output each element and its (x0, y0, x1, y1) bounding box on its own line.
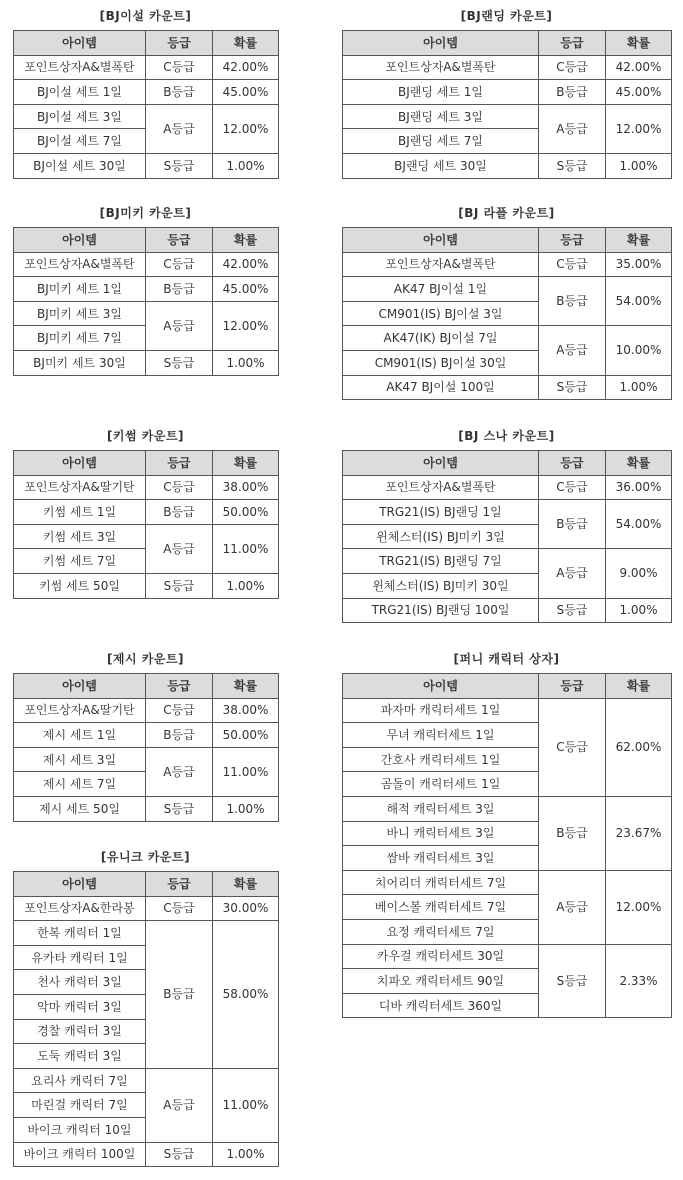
table-bj-rifle (342, 205, 671, 400)
probability-table (13, 673, 279, 822)
item-cell: 요리사 캐릭터 7일 (14, 1068, 146, 1093)
grade-cell: S등급 (146, 350, 213, 375)
grade-cell: S등급 (146, 153, 213, 178)
grade-cell: C등급 (146, 896, 213, 921)
item-cell: 마린걸 캐릭터 7일 (14, 1093, 146, 1118)
item-cell: 바이크 캐릭터 100일 (14, 1142, 146, 1167)
header-row (14, 872, 279, 897)
item-cell: 유카타 캐릭터 1일 (14, 945, 146, 970)
header-item: 아이템 (343, 228, 539, 253)
grade-cell: C등급 (146, 55, 213, 80)
header-grade: 등급 (539, 228, 606, 253)
grade-cell: A등급 (146, 1068, 213, 1142)
probability-cell: 36.00% (606, 475, 672, 500)
item-cell: 무녀 캐릭터세트 1일 (343, 723, 539, 748)
grade-cell: C등급 (539, 698, 606, 796)
probability-cell: 45.00% (606, 80, 672, 105)
header-row (343, 674, 672, 699)
grade-cell: A등급 (146, 301, 213, 350)
table-row (343, 153, 672, 178)
grade-cell: B등급 (146, 921, 213, 1069)
table-row (14, 153, 279, 178)
item-cell: CM901(IS) BJ이설 3일 (343, 301, 539, 326)
item-cell: 한복 캐릭터 1일 (14, 921, 146, 946)
table-title: [BJ이설 카운트] (99, 9, 192, 23)
grade-cell: S등급 (539, 153, 606, 178)
table-row (14, 723, 279, 748)
table-row (343, 698, 672, 723)
item-cell: 포인트상자A&별폭탄 (14, 55, 146, 80)
item-cell: 파자마 캐릭터세트 1일 (343, 698, 539, 723)
table-row (343, 500, 672, 525)
probability-cell: 45.00% (213, 277, 279, 302)
header-probability: 확률 (213, 228, 279, 253)
table-row (343, 104, 672, 129)
item-cell: 도둑 캐릭터 3일 (14, 1044, 146, 1069)
probability-table (13, 871, 279, 1167)
table-unique (13, 849, 278, 1167)
header-grade: 등급 (146, 31, 213, 56)
item-cell: 바이크 캐릭터 10일 (14, 1117, 146, 1142)
probability-cell: 12.00% (606, 104, 672, 153)
header-row (14, 31, 279, 56)
item-cell: 윈체스터(IS) BJ미키 30일 (343, 573, 539, 598)
item-cell: 해적 캐릭터세트 3일 (343, 796, 539, 821)
table-row (14, 277, 279, 302)
header-probability: 확률 (213, 451, 279, 476)
table-bj-landing (342, 8, 671, 179)
table-row (14, 1068, 279, 1093)
grade-cell: C등급 (539, 252, 606, 277)
item-cell: 치파오 캐릭터세트 90일 (343, 969, 539, 994)
header-probability: 확률 (213, 674, 279, 699)
table-row (14, 921, 279, 946)
grade-cell: B등급 (146, 80, 213, 105)
item-cell: 포인트상자A&별폭탄 (343, 55, 539, 80)
table-row (14, 80, 279, 105)
item-cell: TRG21(IS) BJ랜딩 1일 (343, 500, 539, 525)
probability-cell: 50.00% (213, 723, 279, 748)
item-cell: BJ랜딩 세트 7일 (343, 129, 539, 154)
table-title: [키썸 카운트] (106, 429, 185, 443)
probability-cell: 50.00% (213, 500, 279, 525)
header-item: 아이템 (14, 872, 146, 897)
grade-cell: C등급 (146, 475, 213, 500)
table-row (343, 870, 672, 895)
item-cell: 제시 세트 7일 (14, 772, 146, 797)
item-cell: 키썸 세트 1일 (14, 500, 146, 525)
item-cell: BJ랜딩 세트 3일 (343, 104, 539, 129)
probability-cell: 1.00% (213, 350, 279, 375)
header-grade: 등급 (146, 872, 213, 897)
table-row (343, 277, 672, 302)
header-row (14, 451, 279, 476)
header-row (343, 228, 672, 253)
item-cell: 포인트상자A&딸기탄 (14, 475, 146, 500)
item-cell: 간호사 캐릭터세트 1일 (343, 747, 539, 772)
table-title: [BJ 라플 카운트] (458, 206, 555, 220)
probability-cell: 12.00% (213, 301, 279, 350)
probability-cell: 1.00% (213, 796, 279, 821)
probability-table (13, 227, 279, 376)
probability-table (342, 227, 672, 400)
grade-cell: B등급 (146, 500, 213, 525)
table-row (14, 252, 279, 277)
table-row (14, 698, 279, 723)
item-cell: BJ이설 세트 30일 (14, 153, 146, 178)
grade-cell: A등급 (539, 104, 606, 153)
header-item: 아이템 (14, 228, 146, 253)
grade-cell: B등급 (539, 500, 606, 549)
table-row (343, 55, 672, 80)
probability-cell: 45.00% (213, 80, 279, 105)
table-bj-sniper (342, 428, 671, 623)
item-cell: 치어리더 캐릭터세트 7일 (343, 870, 539, 895)
grade-cell: A등급 (146, 747, 213, 796)
grade-cell: A등급 (539, 326, 606, 375)
header-grade: 등급 (539, 674, 606, 699)
header-grade: 등급 (539, 451, 606, 476)
probability-table (342, 450, 672, 623)
item-cell: BJ미키 세트 7일 (14, 326, 146, 351)
table-row (14, 500, 279, 525)
item-cell: 카우걸 캐릭터세트 30일 (343, 944, 539, 969)
probability-table (13, 30, 279, 179)
table-title: [제시 카운트] (106, 652, 185, 666)
grade-cell: S등급 (539, 598, 606, 623)
probability-cell: 54.00% (606, 277, 672, 326)
header-grade: 등급 (146, 228, 213, 253)
table-row (343, 796, 672, 821)
header-row (14, 228, 279, 253)
item-cell: TRG21(IS) BJ랜딩 7일 (343, 549, 539, 574)
table-bj-miki (13, 205, 278, 376)
grade-cell: S등급 (539, 944, 606, 1018)
probability-cell: 1.00% (213, 1142, 279, 1167)
item-cell: CM901(IS) BJ이설 30일 (343, 350, 539, 375)
header-probability: 확률 (213, 31, 279, 56)
probability-cell: 58.00% (213, 921, 279, 1069)
table-row (14, 350, 279, 375)
item-cell: 천사 캐릭터 3일 (14, 970, 146, 995)
item-cell: 포인트상자A&딸기탄 (14, 698, 146, 723)
item-cell: 바니 캐릭터세트 3일 (343, 821, 539, 846)
item-cell: 포인트상자A&별폭탄 (343, 475, 539, 500)
probability-cell: 38.00% (213, 475, 279, 500)
header-item: 아이템 (14, 31, 146, 56)
header-row (343, 31, 672, 56)
header-grade: 등급 (539, 31, 606, 56)
probability-table (13, 450, 279, 599)
table-row (14, 301, 279, 326)
table-row (343, 252, 672, 277)
table-row (14, 475, 279, 500)
probability-table (342, 30, 672, 179)
header-grade: 등급 (146, 674, 213, 699)
item-cell: TRG21(IS) BJ랜딩 100일 (343, 598, 539, 623)
table-bj-iseol (13, 8, 278, 179)
item-cell: BJ미키 세트 30일 (14, 350, 146, 375)
item-cell: 제시 세트 1일 (14, 723, 146, 748)
table-kissum (13, 428, 278, 599)
grade-cell: A등급 (146, 524, 213, 573)
table-row (343, 475, 672, 500)
grade-cell: C등급 (539, 55, 606, 80)
table-jessi (13, 651, 278, 822)
item-cell: 키썸 세트 7일 (14, 549, 146, 574)
table-row (14, 1142, 279, 1167)
item-cell: BJ이설 세트 1일 (14, 80, 146, 105)
table-row (343, 598, 672, 623)
table-row (343, 375, 672, 400)
probability-cell: 11.00% (213, 747, 279, 796)
grade-cell: B등급 (539, 277, 606, 326)
probability-cell: 42.00% (213, 252, 279, 277)
header-row (14, 674, 279, 699)
table-row (14, 55, 279, 80)
header-probability: 확률 (606, 451, 672, 476)
grade-cell: S등급 (539, 375, 606, 400)
item-cell: BJ미키 세트 1일 (14, 277, 146, 302)
table-row (343, 549, 672, 574)
item-cell: 윈체스터(IS) BJ미키 3일 (343, 524, 539, 549)
grade-cell: B등급 (539, 80, 606, 105)
table-title: [BJ미키 카운트] (99, 206, 192, 220)
grade-cell: C등급 (539, 475, 606, 500)
grade-cell: S등급 (146, 796, 213, 821)
item-cell: BJ이설 세트 3일 (14, 104, 146, 129)
grade-cell: C등급 (146, 252, 213, 277)
probability-cell: 2.33% (606, 944, 672, 1018)
probability-cell: 12.00% (213, 104, 279, 153)
grade-cell: S등급 (146, 1142, 213, 1167)
probability-cell: 12.00% (606, 870, 672, 944)
grade-cell: A등급 (539, 870, 606, 944)
item-cell: 베이스볼 캐릭터세트 7일 (343, 895, 539, 920)
grade-cell: B등급 (146, 277, 213, 302)
table-row (14, 573, 279, 598)
probability-cell: 10.00% (606, 326, 672, 375)
probability-cell: 1.00% (213, 573, 279, 598)
table-row (343, 944, 672, 969)
item-cell: 경찰 캐릭터 3일 (14, 1019, 146, 1044)
grade-cell: C등급 (146, 698, 213, 723)
probability-cell: 62.00% (606, 698, 672, 796)
item-cell: 디바 캐릭터세트 360일 (343, 993, 539, 1018)
header-item: 아이템 (343, 674, 539, 699)
probability-cell: 9.00% (606, 549, 672, 598)
header-row (343, 451, 672, 476)
table-row (14, 524, 279, 549)
header-probability: 확률 (606, 674, 672, 699)
table-title: [퍼니 캐릭터 상자] (453, 652, 560, 666)
grade-cell: B등급 (146, 723, 213, 748)
item-cell: AK47(IK) BJ이설 7일 (343, 326, 539, 351)
probability-cell: 11.00% (213, 524, 279, 573)
item-cell: 제시 세트 50일 (14, 796, 146, 821)
item-cell: 요정 캐릭터세트 7일 (343, 919, 539, 944)
header-item: 아이템 (343, 31, 539, 56)
header-probability: 확률 (213, 872, 279, 897)
item-cell: 키썸 세트 3일 (14, 524, 146, 549)
header-probability: 확률 (606, 228, 672, 253)
item-cell: 곰돌이 캐릭터세트 1일 (343, 772, 539, 797)
probability-cell: 54.00% (606, 500, 672, 549)
probability-cell: 1.00% (213, 153, 279, 178)
header-probability: 확률 (606, 31, 672, 56)
header-item: 아이템 (14, 451, 146, 476)
probability-cell: 1.00% (606, 375, 672, 400)
probability-cell: 38.00% (213, 698, 279, 723)
item-cell: AK47 BJ이설 1일 (343, 277, 539, 302)
grade-cell: A등급 (539, 549, 606, 598)
probability-cell: 42.00% (213, 55, 279, 80)
probability-table (342, 673, 672, 1018)
grade-cell: B등급 (539, 796, 606, 870)
table-row (343, 80, 672, 105)
item-cell: 포인트상자A&한라봉 (14, 896, 146, 921)
grade-cell: S등급 (146, 573, 213, 598)
table-title: [유니크 카운트] (100, 850, 191, 864)
grade-cell: A등급 (146, 104, 213, 153)
table-row (14, 104, 279, 129)
item-cell: 포인트상자A&별폭탄 (343, 252, 539, 277)
probability-cell: 35.00% (606, 252, 672, 277)
table-row (14, 896, 279, 921)
probability-cell: 23.67% (606, 796, 672, 870)
item-cell: BJ랜딩 세트 30일 (343, 153, 539, 178)
item-cell: AK47 BJ이설 100일 (343, 375, 539, 400)
table-funny-character-box (342, 651, 671, 1018)
probability-cell: 30.00% (213, 896, 279, 921)
header-grade: 등급 (146, 451, 213, 476)
probability-cell: 42.00% (606, 55, 672, 80)
table-row (14, 747, 279, 772)
header-item: 아이템 (343, 451, 539, 476)
item-cell: 악마 캐릭터 3일 (14, 994, 146, 1019)
item-cell: 제시 세트 3일 (14, 747, 146, 772)
probability-cell: 11.00% (213, 1068, 279, 1142)
item-cell: BJ미키 세트 3일 (14, 301, 146, 326)
item-cell: 키썸 세트 50일 (14, 573, 146, 598)
table-row (14, 796, 279, 821)
probability-cell: 1.00% (606, 153, 672, 178)
table-title: [BJ랜딩 카운트] (460, 9, 553, 23)
table-title: [BJ 스나 카운트] (458, 429, 555, 443)
item-cell: BJ랜딩 세트 1일 (343, 80, 539, 105)
probability-cell: 1.00% (606, 598, 672, 623)
item-cell: 포인트상자A&별폭탄 (14, 252, 146, 277)
table-row (343, 326, 672, 351)
item-cell: 쌈바 캐릭터세트 3일 (343, 846, 539, 871)
item-cell: BJ이설 세트 7일 (14, 129, 146, 154)
header-item: 아이템 (14, 674, 146, 699)
